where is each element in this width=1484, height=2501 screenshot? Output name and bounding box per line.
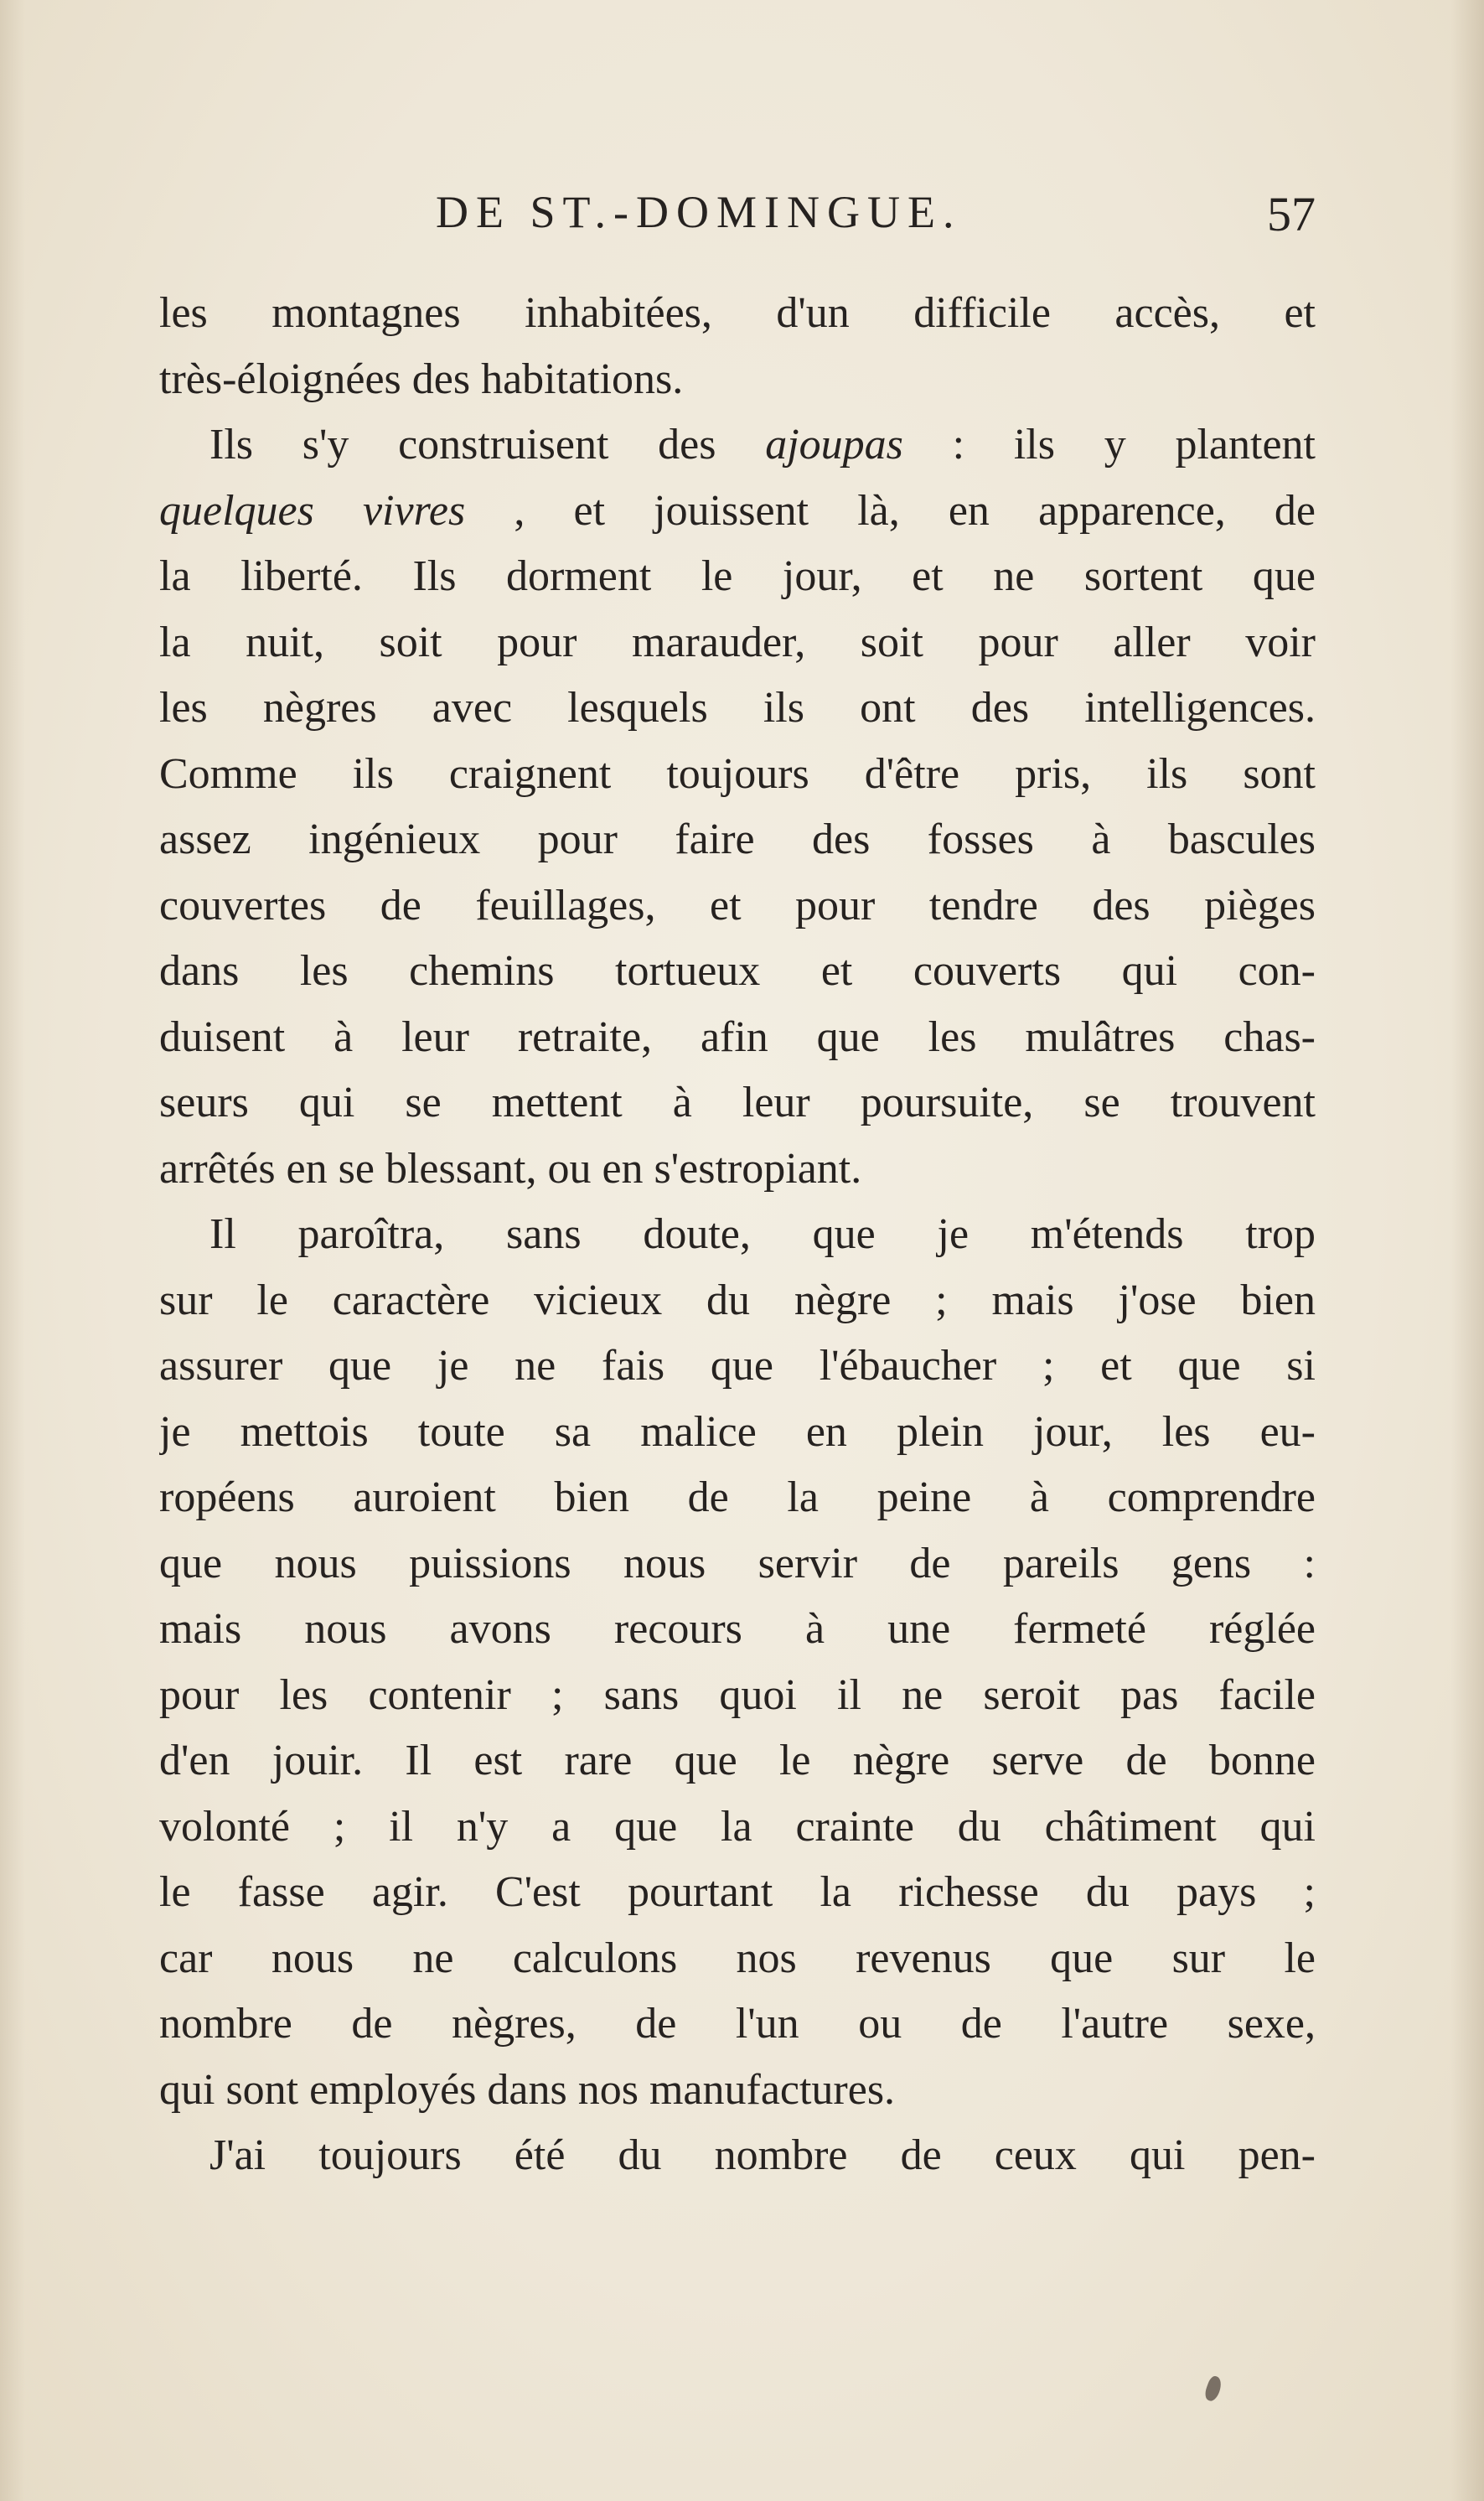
text-line: que nous puissions nous servir de pareils gens : xyxy=(159,1539,1316,1587)
text-line: seurs qui se mettent à leur poursuite, se trouvent xyxy=(159,1079,1316,1126)
text-line: sur le caractère vicieux du nègre ; mais j'ose bien xyxy=(159,1276,1316,1324)
text-line: dans les chemins tortueux et couverts qui con- xyxy=(159,947,1316,995)
text-line: je mettois toute sa malice en plein jour, les eu- xyxy=(159,1407,1316,1456)
text-line: assez ingénieux pour faire des fosses à bascules xyxy=(159,816,1316,863)
text-line: la nuit, soit pour marauder, soit pour aller voir xyxy=(159,618,1316,666)
text-line: les montagnes inhabitées, d'un difficile accès, et xyxy=(159,289,1316,337)
text-line: arrêtés en se blessant, ou en s'estropiant. xyxy=(159,1144,862,1193)
text-run: , et jouissent là, en apparence, de xyxy=(465,486,1316,535)
text-line: le fasse agir. C'est pourtant la richesse du pays ; xyxy=(159,1868,1316,1916)
text-line: ropéens auroient bien de la peine à comprendre xyxy=(159,1473,1316,1521)
running-head-title: DE ST.-DOMINGUE. xyxy=(436,187,962,237)
text-line: les nègres avec lesquels ils ont des intelligences. xyxy=(159,684,1316,732)
text-line: Il paroîtra, sans doute, que je m'étends trop xyxy=(209,1210,1316,1258)
text-line: J'ai toujours été du nombre de ceux qui pen- xyxy=(209,2131,1316,2179)
text-line: couvertes de feuillages, et pour tendre des pièges xyxy=(159,881,1316,929)
text-line: Comme ils craignent toujours d'être pris, ils sont xyxy=(159,749,1316,798)
page-number: 57 xyxy=(1267,187,1316,241)
running-head xyxy=(159,186,1316,261)
italic-term: ajoupas xyxy=(765,421,903,469)
text-line: très-éloignées des habitations. xyxy=(159,355,684,403)
italic-term: quelques vivres xyxy=(159,486,466,535)
text-line: mais nous avons recours à une fermeté réglée xyxy=(159,1605,1316,1653)
text-line: la liberté. Ils dorment le jour, et ne sortent que xyxy=(159,552,1316,600)
page-edge-shadow xyxy=(1450,0,1484,2501)
text-line: assurer que je ne fais que l'ébaucher ; et que si xyxy=(159,1342,1316,1390)
text-line: duisent à leur retraite, afin que les mulâtres chas- xyxy=(159,1012,1316,1061)
text-line: pour les contenir ; sans quoi il ne seroit pas facile xyxy=(159,1670,1316,1719)
text-line xyxy=(159,479,1316,545)
text-line: nombre de nègres, de l'un ou de l'autre sexe, xyxy=(159,2000,1316,2048)
body-text xyxy=(159,281,1316,2189)
text-line xyxy=(159,412,1316,479)
text-line: d'en jouir. Il est rare que le nègre serve de bonne xyxy=(159,1737,1316,1784)
page-gutter-shadow xyxy=(0,0,25,2501)
text-line: car nous ne calculons nos revenus que sur le xyxy=(159,1934,1316,1982)
text-line: qui sont employés dans nos manufactures. xyxy=(159,2065,896,2114)
text-run: Ils s'y construisent des xyxy=(209,421,766,469)
ink-blot xyxy=(1202,2374,1223,2403)
text-run: : ils y plantent xyxy=(902,421,1316,469)
text-line: volonté ; il n'y a que la crainte du châtiment qui xyxy=(159,1802,1316,1851)
